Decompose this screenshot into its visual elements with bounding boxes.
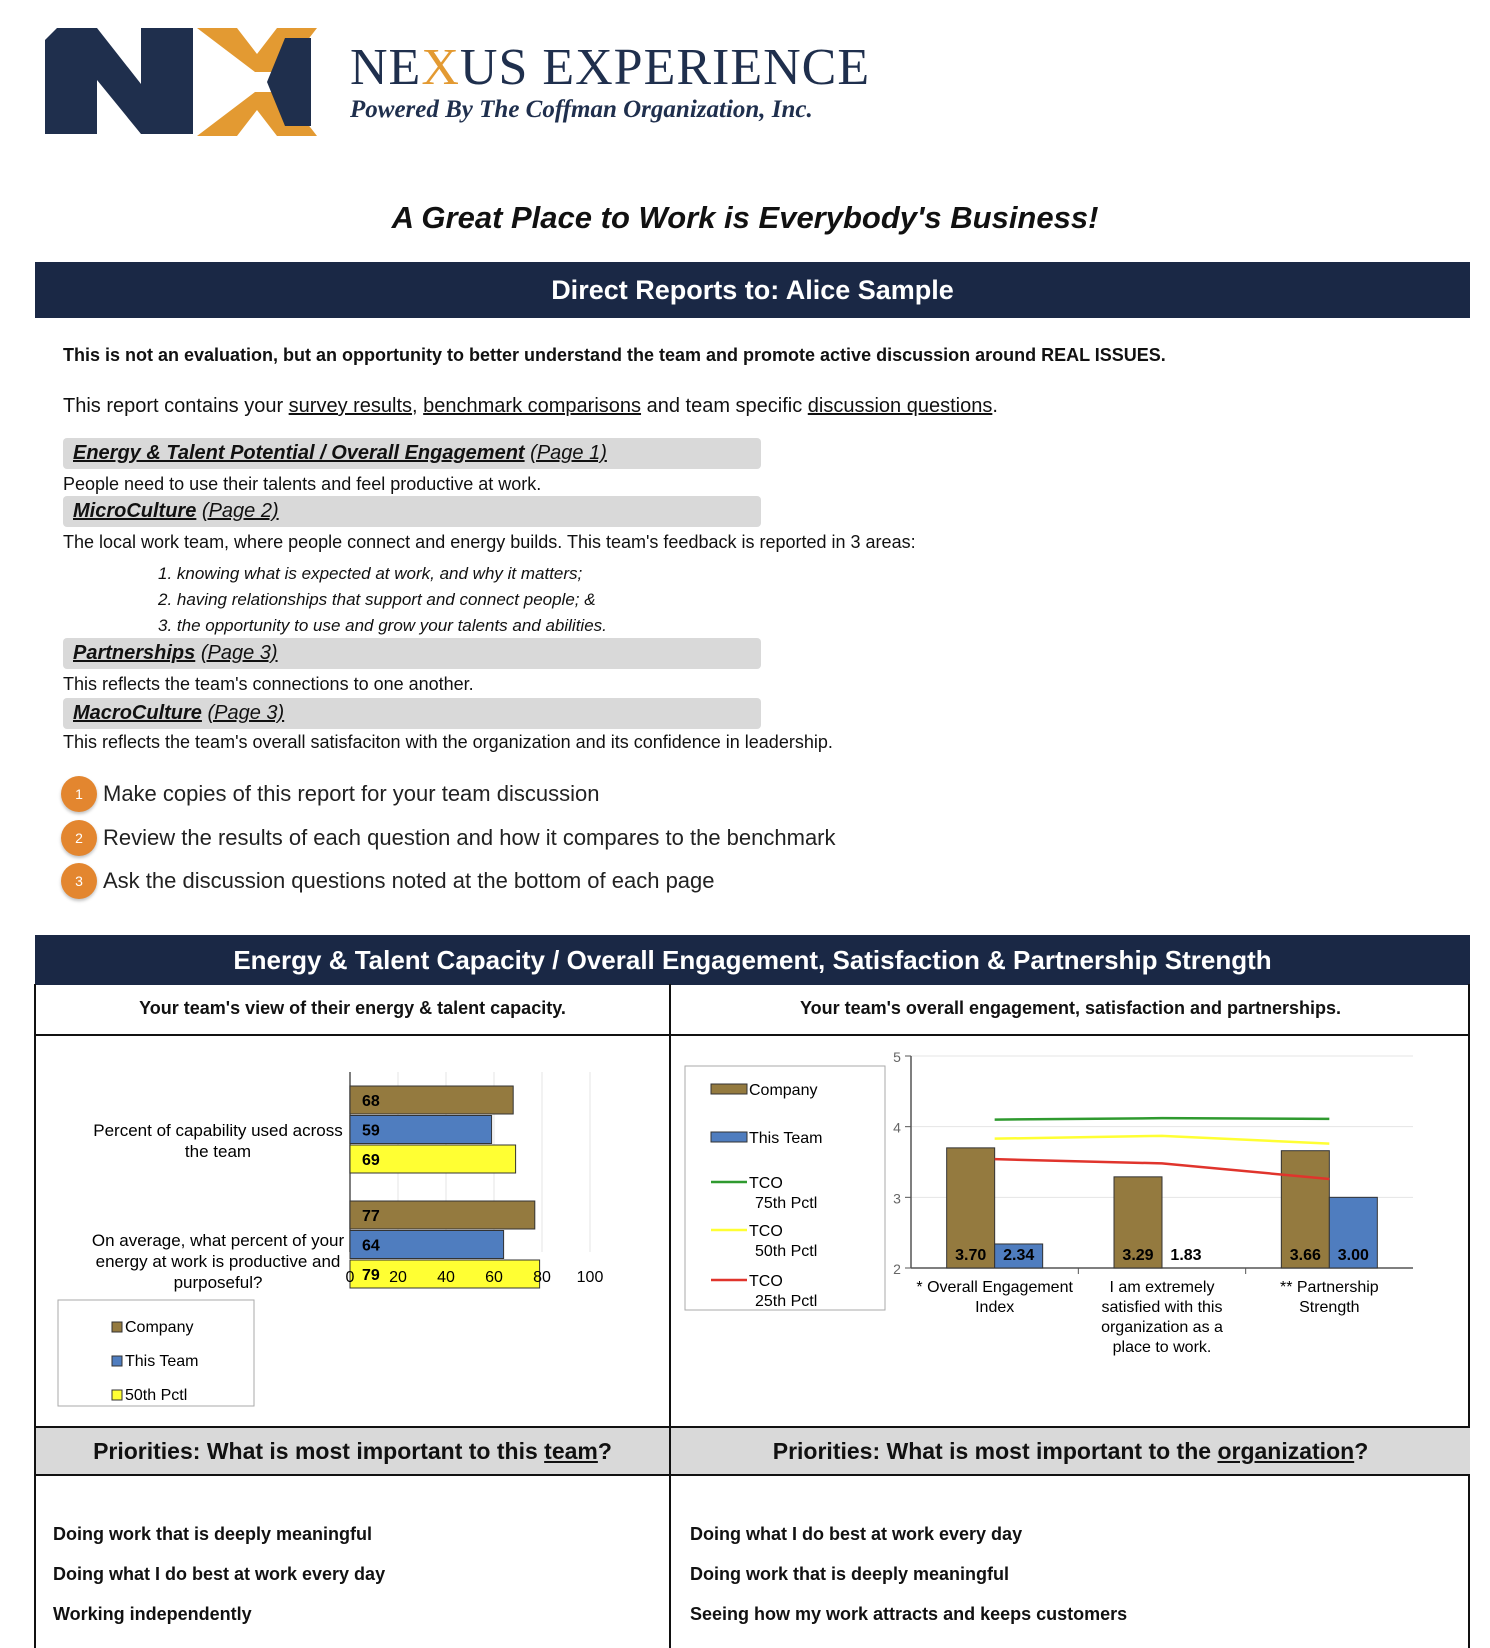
section-macroculture[interactable]: MacroCulture (Page 3) xyxy=(63,698,761,729)
discussion-questions-link[interactable]: discussion questions xyxy=(807,395,993,417)
legend-label: 50th Pctl xyxy=(125,1387,188,1404)
step-1: 1 Make copies of this report for your team discussion xyxy=(61,776,599,812)
micro-area-1: 1. knowing what is expected at work, and why it matters; xyxy=(158,564,583,583)
brand-block xyxy=(350,38,870,124)
brand-name: NEXUS EXPERIENCE xyxy=(350,39,871,96)
legend-label: TCO xyxy=(749,1273,783,1290)
team-priorities-heading: Priorities: What is most important to this team? xyxy=(36,1428,669,1474)
legend-label: TCO xyxy=(749,1223,783,1240)
survey-results-link[interactable]: survey results xyxy=(288,395,413,417)
results-section-banner: Energy & Talent Capacity / Overall Engagement, Satisfaction & Partnership Strength xyxy=(35,935,1470,985)
brand-subtitle: Powered By The Coffman Organization, Inc. xyxy=(350,96,813,123)
legend-label: Company xyxy=(125,1319,194,1336)
data-label: 2.34 xyxy=(1003,1247,1035,1264)
data-label: 3.29 xyxy=(1122,1247,1154,1264)
section-microculture[interactable]: MicroCulture (Page 2) xyxy=(63,496,761,527)
legend-label: 75th Pctl xyxy=(755,1195,818,1212)
legend-label: Company xyxy=(749,1082,818,1099)
org-priorities-heading: Priorities: What is most important to the organization? xyxy=(671,1428,1470,1474)
line-tco-75th-pctl xyxy=(995,1118,1330,1119)
team-priority-item: Doing what I do best at work every day xyxy=(53,1564,386,1584)
data-label: 79 xyxy=(362,1267,380,1284)
legend-label: 50th Pctl xyxy=(755,1243,818,1260)
section-energy-talent[interactable]: Energy & Talent Potential / Overall Engagement (Page 1) xyxy=(63,438,761,469)
engagement-chart xyxy=(671,1036,1470,1426)
y-tick-label: 5 xyxy=(893,1049,901,1065)
section-partnerships[interactable]: Partnerships (Page 3) xyxy=(63,638,761,669)
org-priority-item: Doing what I do best at work every day xyxy=(690,1524,1023,1544)
y-tick-label: 2 xyxy=(893,1261,901,1277)
legend-swatch xyxy=(711,1132,747,1142)
intro-disclaimer: This is not an evaluation, but an opportunity to better understand the team and promote active discussion around REAL ISSUES. xyxy=(63,345,1166,365)
data-label: 77 xyxy=(362,1208,380,1225)
legend-label: TCO xyxy=(749,1175,783,1192)
x-category-label: * Overall Engagement Index xyxy=(916,1279,1073,1316)
data-label: 3.00 xyxy=(1337,1247,1369,1264)
right-column-heading: Your team's overall engagement, satisfaction and partnerships. xyxy=(799,998,1342,1018)
legend-label: This Team xyxy=(125,1353,199,1370)
micro-area-2: 2. having relationships that support and connect people; & xyxy=(158,590,596,609)
x-tick-label: 0 xyxy=(345,1269,355,1286)
step-number-badge: 3 xyxy=(61,863,97,899)
team-priority-item: Working independently xyxy=(53,1604,252,1624)
x-tick-label: 80 xyxy=(533,1269,551,1286)
x-tick-label: 20 xyxy=(389,1269,407,1286)
data-label: 3.70 xyxy=(955,1247,987,1264)
report-title-banner: Direct Reports to: Alice Sample xyxy=(35,262,1470,318)
legend-swatch xyxy=(112,1356,122,1366)
data-label: 1.83 xyxy=(1170,1247,1202,1264)
micro-area-3: 3. the opportunity to use and grow your talents and abilities. xyxy=(158,616,607,635)
section-energy-text: People need to use their talents and feel productive at work. xyxy=(63,474,542,494)
energy-talent-chart xyxy=(36,1036,669,1426)
line-tco-25th-pctl xyxy=(995,1159,1330,1179)
section-microculture-text: The local work team, where people connect and energy builds. This team's feedback is reported in 3 areas: xyxy=(63,532,916,552)
data-label: 59 xyxy=(362,1122,380,1140)
data-label: 68 xyxy=(362,1093,380,1110)
data-label: 69 xyxy=(362,1152,380,1169)
intro-contents: This report contains your survey results, benchmark comparisons and team specific discussion questions. xyxy=(63,395,998,417)
x-tick-label: 40 xyxy=(437,1269,455,1286)
left-column-heading: Your team's view of their energy & talent capacity. xyxy=(139,998,566,1018)
legend-swatch xyxy=(112,1390,122,1400)
x-category-label: ** Partnership Strength xyxy=(1279,1279,1379,1316)
x-tick-label: 100 xyxy=(576,1269,604,1286)
nexus-logo xyxy=(45,22,335,142)
legend-label: This Team xyxy=(749,1130,823,1147)
y-tick-label: 3 xyxy=(893,1190,901,1207)
x-category-label: I am extremely satisfied with this organization as a place to work. xyxy=(1101,1279,1223,1356)
page-tagline: A Great Place to Work is Everybody's Business! xyxy=(391,200,1099,235)
category-label-capability: Percent of capability used across the team xyxy=(93,1121,343,1161)
org-priority-item: Seeing how my work attracts and keeps customers xyxy=(690,1604,1128,1624)
line-tco-50th-pctl xyxy=(995,1136,1330,1144)
data-label: 64 xyxy=(362,1237,380,1255)
legend-swatch xyxy=(112,1322,122,1332)
legend-swatch xyxy=(711,1084,747,1094)
team-priority-item: Doing work that is deeply meaningful xyxy=(53,1524,373,1544)
data-label: 3.66 xyxy=(1289,1247,1321,1264)
section-macroculture-text: This reflects the team's overall satisfaciton with the organization and its confidence in leadership. xyxy=(63,732,833,752)
row-divider xyxy=(36,1474,1468,1476)
results-table xyxy=(34,984,1470,1648)
y-tick-label: 4 xyxy=(893,1119,901,1136)
legend-label: 25th Pctl xyxy=(755,1293,818,1310)
org-priority-item: Doing work that is deeply meaningful xyxy=(690,1564,1010,1584)
step-number-badge: 1 xyxy=(61,776,97,812)
right-legend-box xyxy=(685,1066,885,1310)
step-3: 3 Ask the discussion questions noted at the bottom of each page xyxy=(61,863,715,899)
section-partnerships-text: This reflects the team's connections to one another. xyxy=(63,674,474,694)
x-tick-label: 60 xyxy=(485,1269,503,1286)
step-number-badge: 2 xyxy=(61,820,97,856)
step-2: 2 Review the results of each question and how it compares to the benchmark xyxy=(61,820,836,856)
benchmark-comparisons-link[interactable]: benchmark comparisons xyxy=(423,395,642,417)
category-label-energy: On average, what percent of your energy at work is productive and purposeful? xyxy=(91,1231,345,1292)
